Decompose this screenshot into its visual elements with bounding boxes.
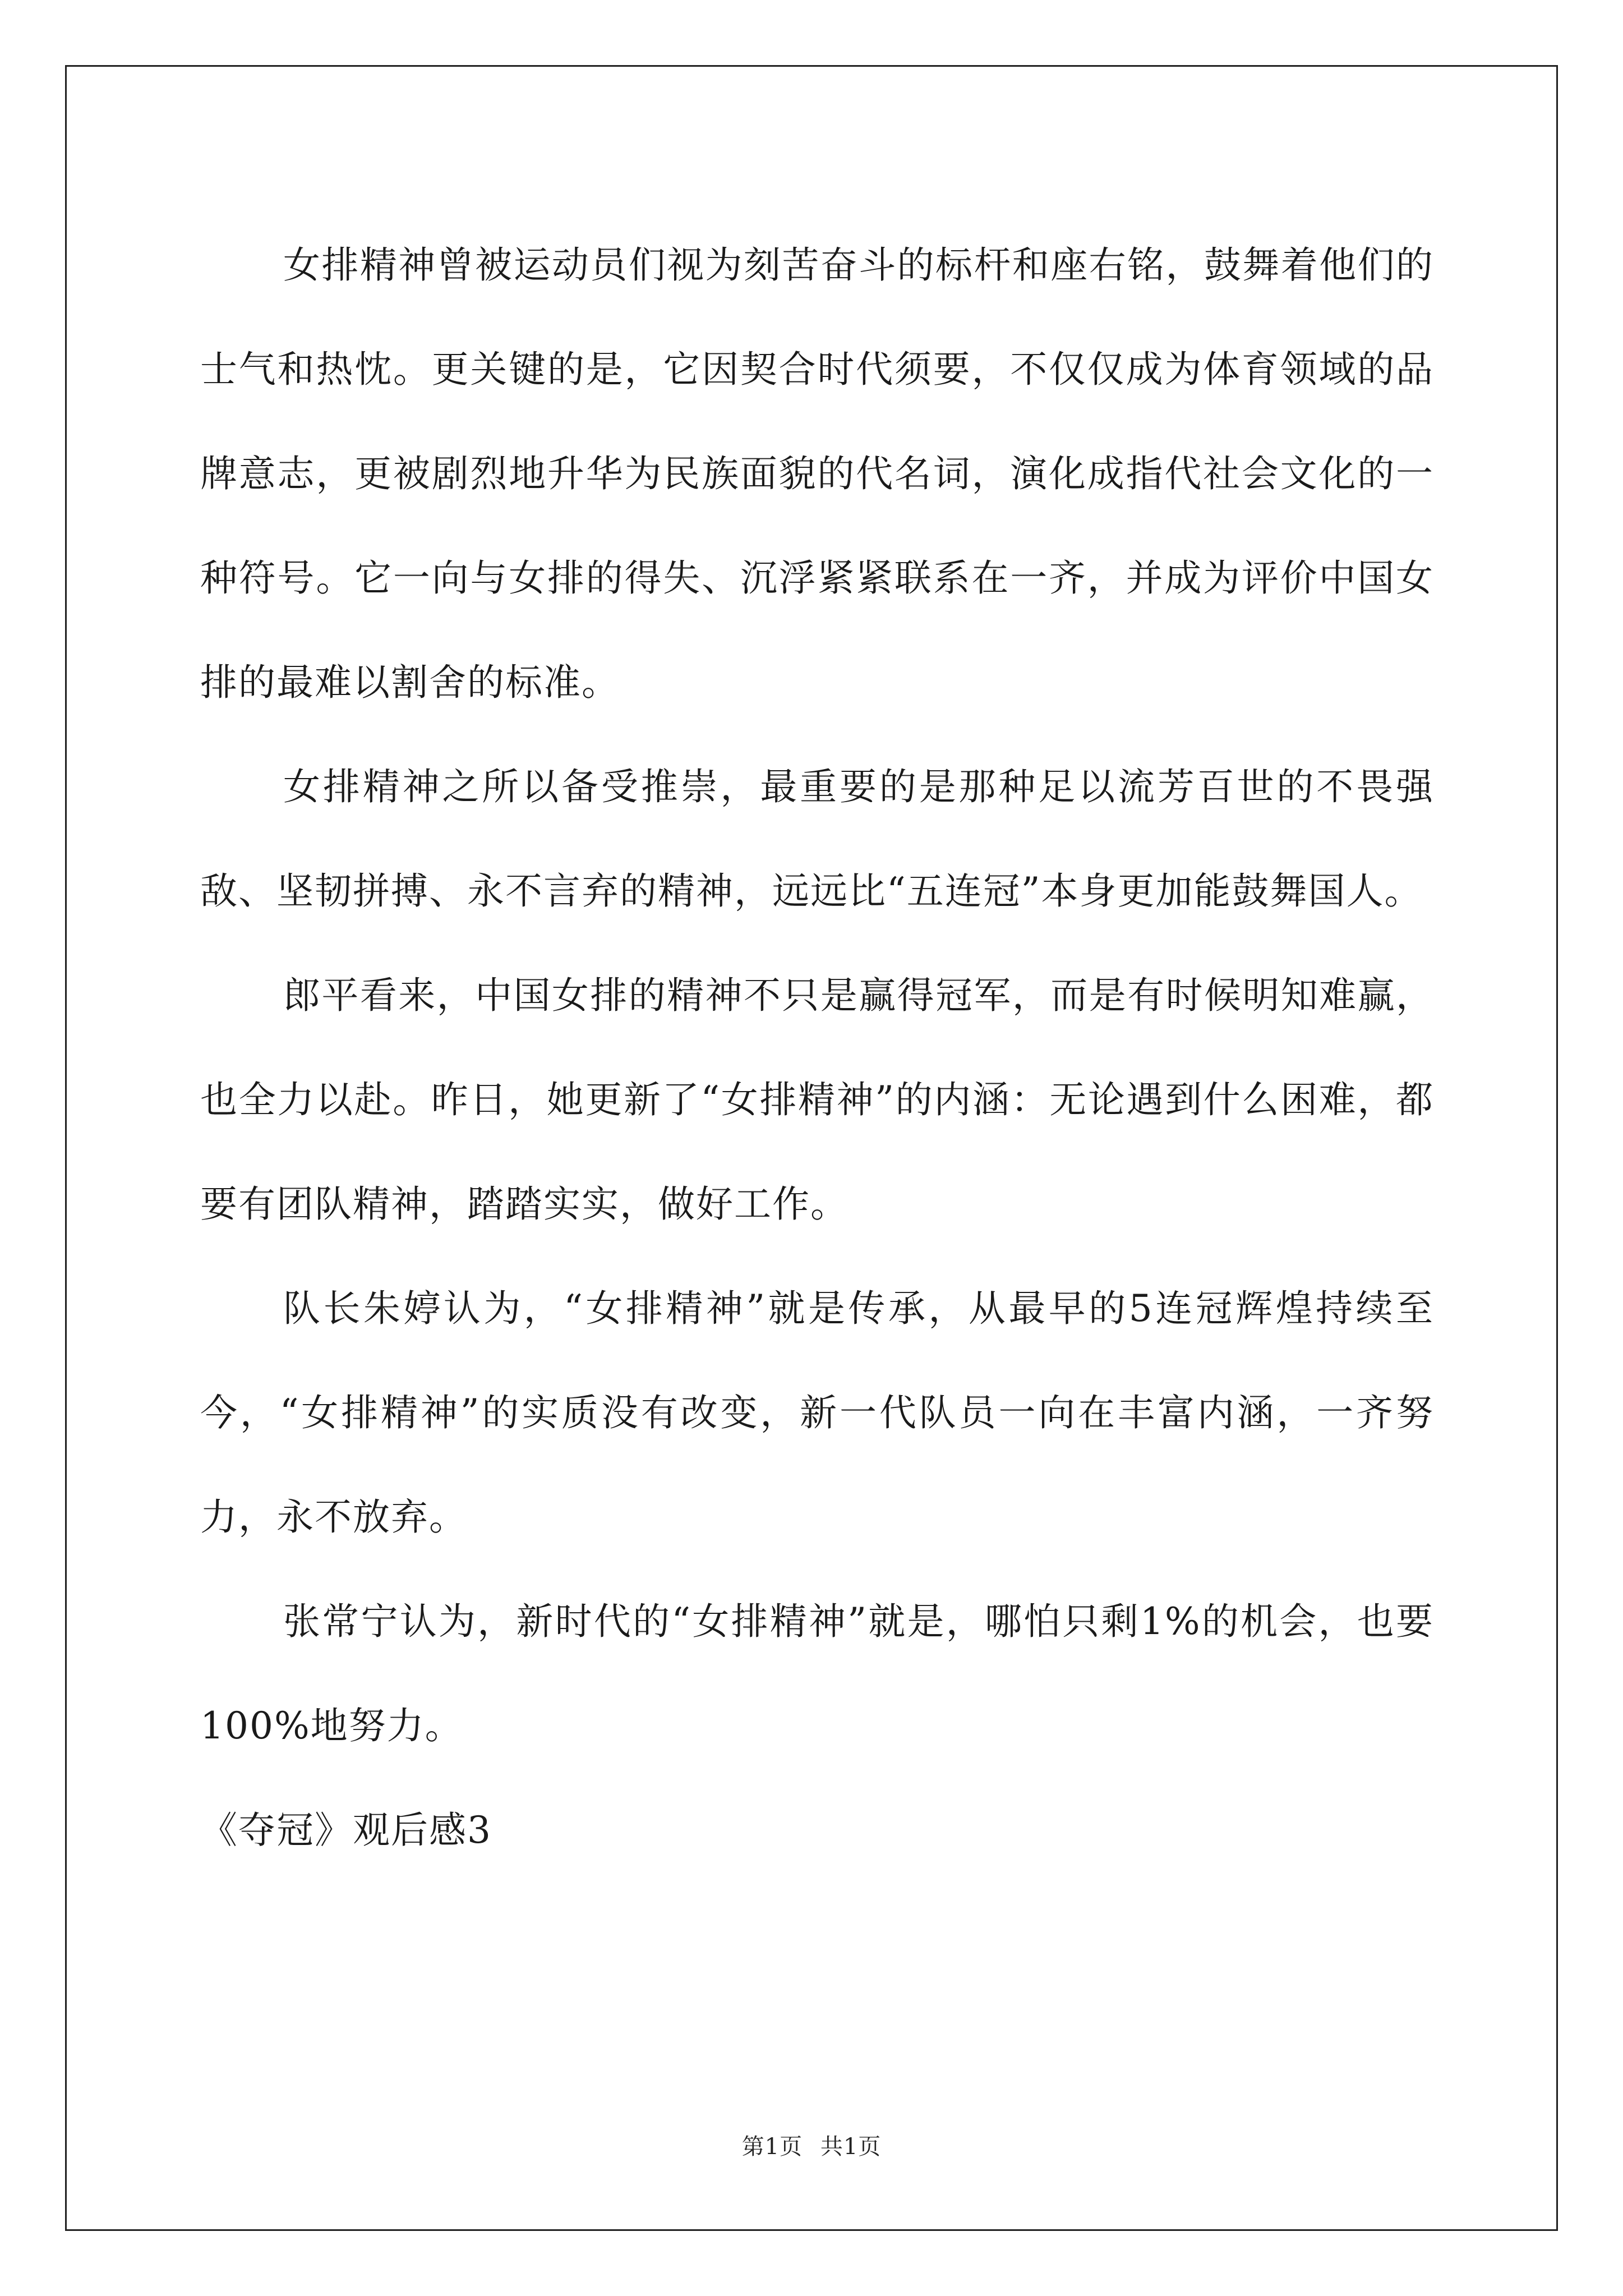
paragraph: 张常宁认为，新时代的“女排精神”就是，哪怕只剩1%的机会，也要100%地努力。 — [200, 1600, 1434, 1747]
paragraph: 女排精神之所以备受推崇，最重要的是那种足以流芳百世的不畏强敌、坚韧拼搏、永不言弃的精神，远远比“五连冠”本身更加能鼓舞国人。 — [200, 765, 1434, 913]
document-body — [200, 213, 1434, 1883]
paragraph: 女排精神曾被运动员们视为刻苦奋斗的标杆和座右铭，鼓舞着他们的士气和热忱。更关键的是，它因契合时代须要，不仅仅成为体育领域的品牌意志，更被剧烈地升华为民族面貌的代名词，演化成指代社会文化的一种符号。它一向与女排的得失、沉浮紧紧联系在一齐，并成为评价中国女排的最难以割舍的标准。 — [200, 243, 1434, 704]
page-footer: 第1页 共1页 — [741, 2134, 882, 2160]
paragraph: 队长朱婷认为，“女排精神”就是传承，从最早的5连冠辉煌持续至今，“女排精神”的实质没有改变，新一代队员一向在丰富内涵，一齐努力，永不放弃。 — [200, 1287, 1434, 1539]
section-heading: 《夺冠》观后感3 — [200, 1809, 492, 1852]
paragraph: 郎平看来，中国女排的精神不只是赢得冠军，而是有时候明知难赢，也全力以赴。昨日，她更新了“女排精神”的内涵：无论遇到什么困难，都要有团队精神，踏踏实实，做好工作。 — [200, 974, 1434, 1226]
